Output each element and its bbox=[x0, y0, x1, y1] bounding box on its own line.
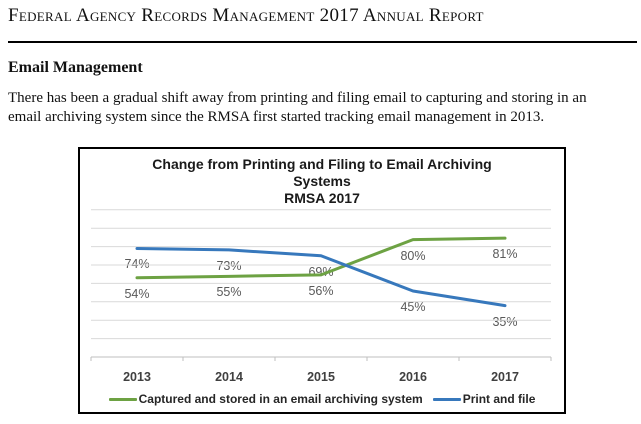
x-axis-label: 2017 bbox=[491, 370, 519, 384]
x-axis-label: 2015 bbox=[307, 370, 335, 384]
email-archiving-chart bbox=[78, 147, 566, 414]
title-divider bbox=[8, 41, 637, 43]
intro-paragraph bbox=[8, 89, 640, 126]
chart-title-line2: Systems bbox=[293, 173, 351, 189]
legend-swatch-print-line-icon bbox=[433, 398, 461, 401]
legend-item-captured bbox=[109, 392, 423, 406]
data-label: 54% bbox=[124, 286, 150, 301]
legend-swatch-captured-line-icon bbox=[109, 398, 137, 401]
chart-title-line3: RMSA 2017 bbox=[284, 190, 360, 206]
data-label: 45% bbox=[400, 299, 426, 314]
chart-title-line1: Change from Printing and Filing to Email Archiving bbox=[152, 156, 492, 172]
data-label: 55% bbox=[216, 285, 242, 300]
x-axis-label: 2016 bbox=[399, 370, 427, 384]
x-axis-labels bbox=[80, 149, 564, 412]
legend-label-print: Print and file bbox=[462, 392, 536, 406]
intro-paragraph-line2: email archiving system since the RMSA first started tracking email management in 2013. bbox=[8, 108, 545, 125]
legend-label-captured: Captured and stored in an email archiving system bbox=[138, 392, 423, 406]
data-label: 69% bbox=[308, 264, 334, 279]
data-label: 35% bbox=[492, 314, 518, 329]
legend-item-print bbox=[433, 392, 536, 406]
data-label: 74% bbox=[124, 257, 150, 272]
x-axis-label: 2014 bbox=[215, 370, 243, 384]
intro-paragraph-line1: There has been a gradual shift away from printing and filing email to capturing and storing in an bbox=[8, 90, 587, 106]
x-axis-label: 2013 bbox=[123, 370, 151, 384]
report-title: Federal Agency Records Management 2017 Annual Report bbox=[8, 5, 484, 26]
data-label: 81% bbox=[492, 247, 518, 262]
chart-legend bbox=[80, 392, 564, 406]
data-label: 80% bbox=[400, 248, 426, 263]
data-label: 56% bbox=[308, 283, 334, 298]
data-label: 73% bbox=[216, 258, 242, 273]
section-heading: Email Management bbox=[8, 59, 143, 76]
